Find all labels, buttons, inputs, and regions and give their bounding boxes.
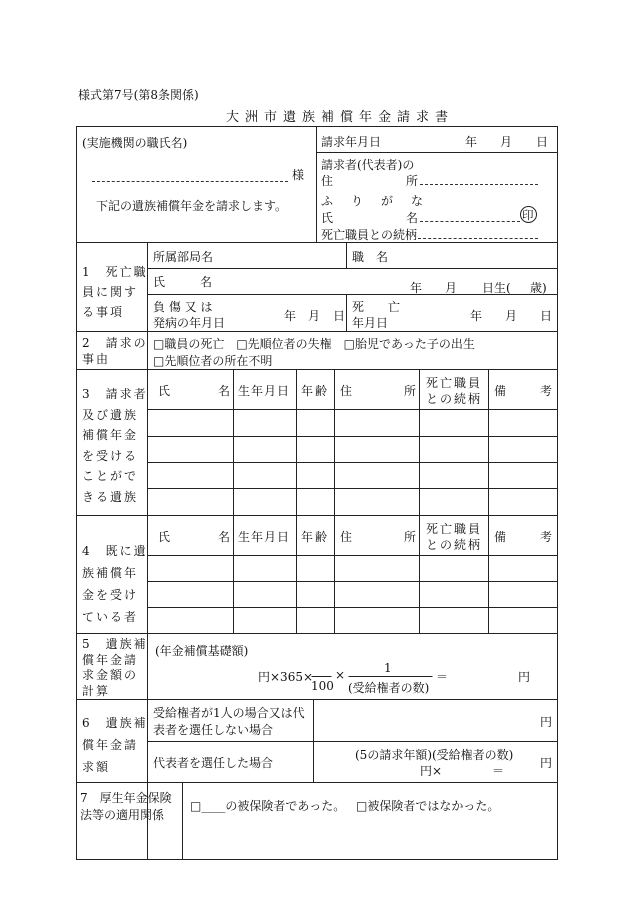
- claimant-name-label-a: 氏: [321, 211, 334, 225]
- s1-injury-l2: 発病の年月日: [153, 316, 226, 330]
- s4-col-birth: 生年月日: [238, 530, 291, 544]
- relation-label: 死亡職員との続柄: [321, 228, 418, 242]
- s6-case1-l2: 表者を選任しない場合: [153, 723, 274, 737]
- s1-death-l1: 死 亡: [352, 300, 401, 314]
- s3-col-birth: 生年月日: [238, 384, 291, 398]
- s3-col-age: 年齢: [301, 384, 330, 398]
- s4-col-note-a: 備: [494, 530, 507, 544]
- form-title: 大洲市遺族補償年金請求書: [226, 110, 455, 125]
- s2-reasons-line2[interactable]: □先順位者の所在不明: [153, 354, 273, 368]
- s1-death-day: 日: [540, 309, 553, 323]
- s1-name-b: 名: [200, 275, 213, 289]
- s1-birth-year: 年: [410, 281, 423, 295]
- s6-case2: 代表者を選任した場合: [153, 756, 274, 770]
- furigana-label: ふ り が な: [321, 194, 427, 208]
- s4-label: 4 既に遺 族補償年 金を受け ている者: [82, 544, 148, 624]
- s1-injury-year: 年: [284, 309, 297, 323]
- s1-death-l2: 年月日: [352, 316, 389, 330]
- s5-denom-100: 100: [311, 679, 334, 693]
- s1-birth-day: 日生(: [482, 281, 511, 295]
- s1-injury-day: 日: [333, 309, 346, 323]
- s1-label: 1 死亡職 員に関す る事項: [82, 265, 148, 319]
- address-label-a: 住: [321, 174, 334, 188]
- form-number: 様式第7号(第8条関係): [78, 88, 199, 102]
- s5-numerator: 1: [384, 661, 392, 675]
- request-statement: 下記の遺族補償年金を請求します。: [96, 199, 288, 213]
- claimant-name-line[interactable]: [420, 221, 520, 222]
- claimant-name-label-b: 名: [406, 211, 419, 225]
- s6-case2-yen: 円: [540, 756, 553, 770]
- s4-col-name-b: 名: [218, 530, 231, 544]
- s5-base-label: (年金補償基礎額): [155, 644, 249, 658]
- s1-birth-month: 月: [445, 281, 458, 295]
- s6-calc-yen: 円×: [420, 764, 443, 778]
- s1-dept-label: 所属部局名: [153, 250, 214, 264]
- claimant-label: 請求者(代表者)の: [321, 158, 415, 172]
- seal-mark: 印: [522, 208, 534, 222]
- s2-label: 2 請求の 事由: [82, 336, 148, 366]
- s4-col-addr-b: 所: [404, 530, 417, 544]
- s1-injury-l1: 負 傷 又 は: [153, 300, 213, 314]
- s6-case1-yen: 円: [540, 715, 553, 729]
- s7-label: 7 厚生年金保険 法等の適用関係: [80, 791, 172, 822]
- s5-yen: 円: [518, 670, 531, 684]
- s4-col-note-b: 考: [540, 530, 553, 544]
- s4-col-age: 年齢: [301, 530, 330, 544]
- s3-label: 3 請求者 及び遺族 補償年金 を受ける ことがで きる遺族: [82, 387, 148, 504]
- s6-calc-top: (5の請求年額)(受給権者の数): [355, 748, 514, 762]
- s3-col-addr-a: 住: [340, 384, 353, 398]
- s5-times: ×: [335, 668, 346, 682]
- address-label-b: 所: [406, 174, 419, 188]
- s5-denom-recipients: (受給権者の数): [348, 681, 430, 695]
- date-year: 年: [465, 135, 478, 149]
- s6-label: 6 遺族補 償年金請 求額: [82, 716, 148, 774]
- request-date-label: 請求年月日: [321, 135, 382, 149]
- s1-name-a: 氏: [153, 275, 166, 289]
- s1-age: 歳): [530, 281, 547, 295]
- date-day: 日: [536, 135, 549, 149]
- s3-col-addr-b: 所: [404, 384, 417, 398]
- official-name-line[interactable]: [92, 181, 288, 182]
- s4-col-rel-l1: 死亡職員: [426, 522, 483, 536]
- s7-option-not-insured[interactable]: □被保険者ではなかった。: [356, 799, 500, 813]
- s1-post-label: 職 名: [352, 250, 389, 264]
- address-line[interactable]: [420, 184, 538, 185]
- s1-death-year: 年: [470, 309, 483, 323]
- s6-calc-eq: ＝: [492, 764, 505, 778]
- s3-col-note-b: 考: [540, 384, 553, 398]
- s5-label: 5 遺族補 償年金請 求金額の 計算: [82, 637, 148, 698]
- s3-col-name-a: 氏: [158, 384, 171, 398]
- s5-equals: ＝: [436, 670, 449, 684]
- s3-col-rel-l1: 死亡職員: [426, 376, 483, 390]
- s5-formula-left: 円×365×: [258, 670, 314, 684]
- s6-case1-l1: 受給権者が1人の場合又は代: [153, 706, 305, 720]
- sama-suffix: 様: [292, 168, 305, 182]
- s1-death-month: 月: [505, 309, 518, 323]
- relation-line[interactable]: [418, 238, 538, 239]
- s4-col-addr-a: 住: [340, 530, 353, 544]
- s4-col-rel-l2: との続柄: [426, 538, 483, 552]
- s7-option-insured[interactable]: □____の被保険者であった。: [190, 799, 346, 813]
- s3-col-name-b: 名: [218, 384, 231, 398]
- official-label: (実施機関の職氏名): [82, 136, 188, 150]
- s1-injury-month: 月: [308, 309, 321, 323]
- s3-col-note-a: 備: [494, 384, 507, 398]
- s4-col-name-a: 氏: [158, 530, 171, 544]
- date-month: 月: [500, 135, 513, 149]
- s3-col-rel-l2: との続柄: [426, 392, 483, 406]
- s2-reasons-line1[interactable]: □職員の死亡 □先順位者の失権 □胎児であった子の出生: [153, 337, 475, 351]
